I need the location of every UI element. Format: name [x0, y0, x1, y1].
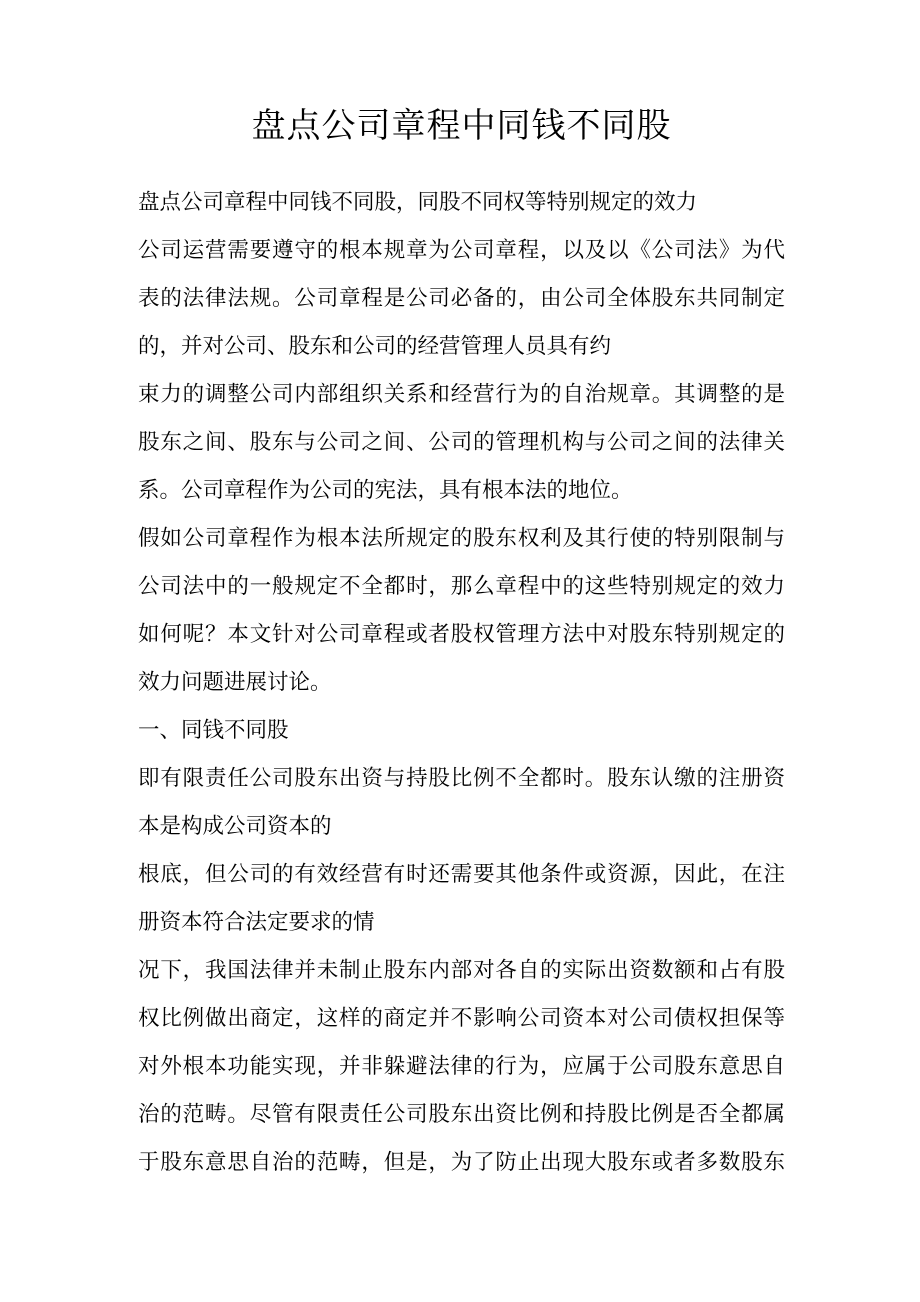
- document-line: 公司法中的一般规定不全都时，那么章程中的这些特别规定的效力: [138, 574, 785, 598]
- document-line: 一、同钱不同股: [138, 718, 289, 742]
- document-line: 束力的调整公司内部组织关系和经营行为的自治规章。其调整的是: [138, 382, 785, 406]
- document-line: 即有限责任公司股东出资与持股比例不全都时。股东认缴的注册资: [138, 766, 785, 790]
- document-body: [138, 178, 785, 1186]
- document-line: 根底，但公司的有效经营有时还需要其他条件或资源，因此，在注: [138, 862, 785, 886]
- document-line: 对外根本功能实现，并非躲避法律的行为，应属于公司股东意思自: [138, 1054, 785, 1078]
- document-line: 表的法律法规。公司章程是公司必备的，由公司全体股东共同制定: [138, 286, 785, 310]
- document-line: 如何呢？本文针对公司章程或者股权管理方法中对股东特别规定的: [138, 622, 785, 646]
- document-line: 效力问题进展讨论。: [138, 670, 332, 694]
- document-line: 况下，我国法律并未制止股东内部对各自的实际出资数额和占有股: [138, 958, 785, 982]
- document-line: 本是构成公司资本的: [138, 814, 332, 838]
- document-line: 册资本符合法定要求的情: [138, 910, 375, 934]
- document-line: 系。公司章程作为公司的宪法，具有根本法的地位。: [138, 478, 633, 502]
- document-line: 假如公司章程作为根本法所规定的股东权利及其行使的特别限制与: [138, 526, 785, 550]
- document-line: 的，并对公司、股东和公司的经营管理人员具有约: [138, 334, 612, 358]
- document-line: 盘点公司章程中同钱不同股，同股不同权等特别规定的效力: [138, 190, 698, 214]
- document-line: 于股东意思自治的范畴，但是，为了防止出现大股东或者多数股东: [138, 1150, 785, 1174]
- document-line: 治的范畴。尽管有限责任公司股东出资比例和持股比例是否全都属: [138, 1102, 785, 1126]
- document-title: 盘点公司章程中同钱不同股: [251, 108, 672, 145]
- document-line: 股东之间、股东与公司之间、公司的管理机构与公司之间的法律关: [138, 430, 785, 454]
- document-line: 权比例做出商定，这样的商定并不影响公司资本对公司债权担保等: [138, 1006, 785, 1030]
- document-line: 公司运营需要遵守的根本规章为公司章程，以及以《公司法》为代: [138, 238, 785, 262]
